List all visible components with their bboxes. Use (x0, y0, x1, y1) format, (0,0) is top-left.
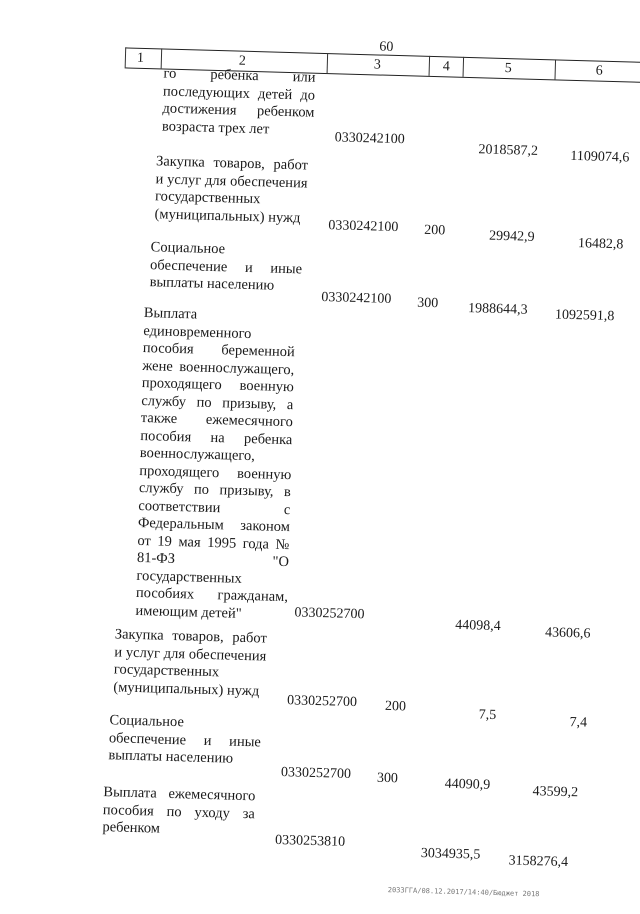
row-code: 0330242100 (321, 289, 392, 307)
row-code: 0330253810 (274, 832, 346, 850)
page-number: 60 (379, 39, 394, 55)
row-value-6: 43606,6 (544, 625, 591, 642)
column-header: 3 (373, 57, 382, 73)
row-description: Выплата единовременного пособия беременной жене военнослужащего, проходящего военную службу по призыву, а также ежемесячного пособия на ребенка военнослужащего, проходящего военную службу по призыву, в соответствии с Федеральным законом от 19 мая 1995 года № 81-ФЗ "О государственных пособиях гражданам, имеющим детей" (135, 305, 295, 622)
column-divider (429, 56, 431, 76)
row-code: 0330252700 (280, 765, 352, 782)
column-header: 2 (238, 53, 247, 69)
row-type: 300 (376, 770, 399, 787)
row-value-5: 2018587,2 (478, 142, 539, 159)
row-code: 0330242100 (334, 130, 405, 148)
row-value-5: 3034935,5 (420, 845, 481, 863)
row-value-6: 1109074,6 (570, 148, 630, 166)
row-value-5: 44090,9 (444, 776, 491, 793)
row-description: Социальное обеспечение и иные выплаты населению (108, 712, 262, 767)
column-header: 4 (442, 59, 451, 75)
row-value-6: 7,4 (569, 715, 588, 731)
column-header: 1 (136, 50, 145, 66)
row-type: 200 (384, 698, 407, 715)
column-divider (327, 53, 329, 73)
row-value-6: 16482,8 (577, 236, 624, 253)
row-value-5: 29942,9 (488, 228, 535, 245)
column-divider (125, 47, 127, 67)
row-description: Выплата ежемесячного пособия по уходу за ребенком (102, 784, 256, 837)
column-divider (161, 48, 163, 68)
column-divider (554, 59, 556, 79)
row-description: Социальное обеспечение и иные выплаты населению (149, 239, 303, 294)
row-type: 200 (424, 222, 446, 239)
row-description: Закупка товаров, работ и услуг для обеспечения государственных (муниципальных) нужд (113, 626, 267, 699)
row-value-6: 3158276,4 (508, 853, 569, 871)
row-code: 0330242100 (328, 218, 399, 236)
row-value-5: 44098,4 (455, 617, 501, 635)
row-description: Закупка товаров, работ и услуг для обеспечения государственных (муниципальных) нужд (154, 153, 309, 226)
row-code: 0330252700 (294, 605, 365, 623)
row-value-6: 1092591,8 (554, 307, 615, 325)
footer-stamp: 2033ГГА/08.12.2017/14:40/Бюджет 2018 (387, 886, 540, 899)
row-value-5: 7,5 (478, 707, 497, 724)
column-header: 5 (504, 61, 512, 77)
row-code: 0330252700 (286, 693, 358, 711)
row-description: го ребенка или последующих детей до достижения ребенком возраста трех лет (161, 65, 316, 137)
column-divider (463, 57, 465, 77)
row-value-6: 43599,2 (532, 784, 579, 801)
row-type: 300 (416, 295, 439, 312)
row-value-5: 1988644,3 (467, 301, 528, 318)
column-header: 6 (595, 63, 603, 79)
